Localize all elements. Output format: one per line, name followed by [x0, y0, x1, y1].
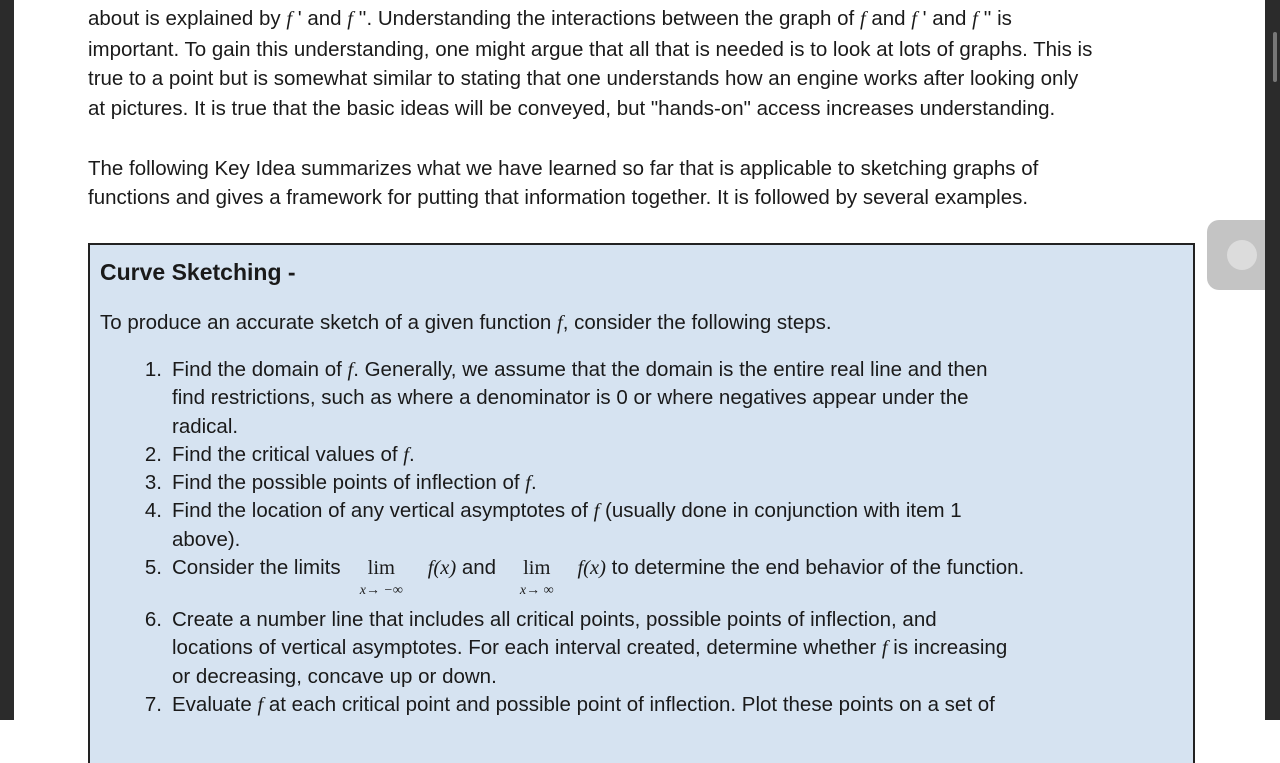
math-f: f: [859, 8, 866, 30]
item-text: [172, 691, 995, 719]
math-f: f: [286, 8, 293, 30]
item-line: [172, 413, 988, 441]
text: at each critical point and possible point of inflection. Plot these points on a set of: [263, 692, 995, 716]
paragraph-gap: [88, 124, 1198, 154]
list-item: [100, 441, 1183, 469]
scrollbar-thumb[interactable]: [1273, 32, 1277, 82]
math-f: f: [347, 358, 354, 381]
key-idea-box: [88, 243, 1195, 763]
text: locations of vertical asymptotes. For each interval created, determine whether: [172, 636, 882, 660]
text-line: true to a point but is somewhat similar to stating that one understands how an engine works after looking only: [88, 67, 1079, 91]
item-line: [172, 469, 537, 497]
text: to determine the end behavior of the function.: [605, 555, 1025, 579]
text: and: [865, 7, 912, 30]
math-f: f: [525, 472, 531, 495]
paragraph-intro: [88, 4, 1198, 124]
text-line: The following Key Idea summarizes what we have learned so far that is applicable to sketching graphs of: [88, 156, 1039, 180]
math-fx: f(x): [577, 556, 606, 579]
text: Find the critical values of: [172, 442, 404, 466]
lim-sub: x→ ∞: [519, 583, 554, 599]
text: Evaluate: [172, 692, 258, 716]
item-number: 2.: [144, 442, 162, 466]
text: Consider the limits: [172, 555, 347, 579]
text: or decreasing, concave up or down.: [172, 664, 497, 688]
item-text: [172, 469, 537, 497]
text: '' is: [977, 7, 1012, 30]
text-line: important. To gain this understanding, one might argue that all that is needed is to look at lots of graphs. This is: [88, 37, 1093, 61]
text: above).: [172, 527, 241, 551]
item-number: 4.: [144, 499, 162, 523]
math-f: f: [257, 693, 264, 716]
floating-assistive-button[interactable]: [1207, 220, 1267, 290]
item-text: [172, 497, 962, 554]
lim: lim: [523, 556, 551, 579]
text: Find the location of any vertical asymptotes of: [172, 499, 594, 523]
text-line: [88, 4, 1198, 35]
item-line: [172, 606, 1007, 634]
text: find restrictions, such as where a denominator is 0 or where negatives appear under the: [172, 386, 969, 410]
text-line: functions and gives a framework for putting that information together. It is followed by several examples.: [88, 186, 1029, 210]
left-frame: [0, 0, 14, 720]
text: Find the domain of: [172, 357, 348, 381]
intro-text: To produce an accurate sketch of a given function: [100, 310, 557, 334]
item-text: [172, 441, 415, 469]
key-idea-title: Curve Sketching -: [100, 258, 296, 285]
item-number: 7.: [144, 692, 162, 716]
item-text: [172, 356, 988, 441]
list-item: [100, 691, 1183, 719]
item-line: [172, 691, 995, 719]
list-item: [100, 356, 1183, 441]
item-number: 5.: [144, 555, 162, 579]
math-f: f: [881, 637, 888, 660]
intro-text: , consider the following steps.: [562, 310, 832, 334]
text: .: [530, 471, 537, 495]
math-f: f: [911, 8, 917, 30]
item-line: [172, 526, 962, 554]
list-item-5: [100, 554, 1183, 606]
text: Create a number line that includes all critical points, possible points of inflection, and: [172, 607, 937, 631]
math-f: f: [972, 8, 978, 30]
list-item: [100, 606, 1183, 691]
text: ' and: [916, 7, 973, 30]
text: about is explained by: [88, 7, 287, 30]
document-content: [88, 4, 1198, 763]
list-item: [100, 469, 1183, 497]
item-text: [172, 606, 1007, 691]
scrollbar[interactable]: [1265, 0, 1280, 720]
text: is increasing: [887, 636, 1008, 660]
text: Find the possible points of inflection of: [172, 471, 526, 495]
text: . Generally, we assume that the domain is the entire real line and then: [353, 357, 988, 381]
limit-neg-inf: [346, 554, 416, 600]
math-f: f: [593, 500, 600, 523]
math-fx: f(x): [427, 556, 457, 579]
text: and: [456, 555, 502, 579]
key-idea-intro: [100, 309, 1183, 337]
item-number: 6.: [144, 607, 162, 631]
item-line: [172, 497, 962, 525]
text: .: [409, 442, 415, 466]
text: radical.: [172, 414, 239, 438]
text: ''. Understanding the interactions between the graph of: [352, 7, 860, 30]
item-line: [172, 441, 415, 469]
item-line: [172, 634, 1007, 662]
item-number: 1.: [144, 357, 162, 381]
item-line: [172, 663, 1007, 691]
steps-list: [100, 356, 1183, 719]
math-f: f: [556, 311, 563, 334]
text: (usually done in conjunction with item 1: [599, 499, 962, 523]
item-number: 3.: [144, 471, 162, 495]
text: ' and: [292, 7, 348, 30]
lim-sub: x→ −∞: [359, 583, 403, 599]
paragraph-key-idea-lead: [88, 154, 1198, 213]
item-line: [172, 384, 988, 412]
limit-pos-inf: [502, 554, 572, 600]
item-text: [172, 554, 1024, 606]
math-f: f: [403, 443, 409, 466]
math-f: f: [347, 8, 353, 30]
lim: lim: [367, 556, 395, 579]
circle-icon: [1227, 240, 1257, 270]
list-item: [100, 497, 1183, 554]
text-line: at pictures. It is true that the basic ideas will be conveyed, but "hands-on" access increases understanding.: [88, 97, 1056, 121]
item-line: [172, 356, 988, 384]
